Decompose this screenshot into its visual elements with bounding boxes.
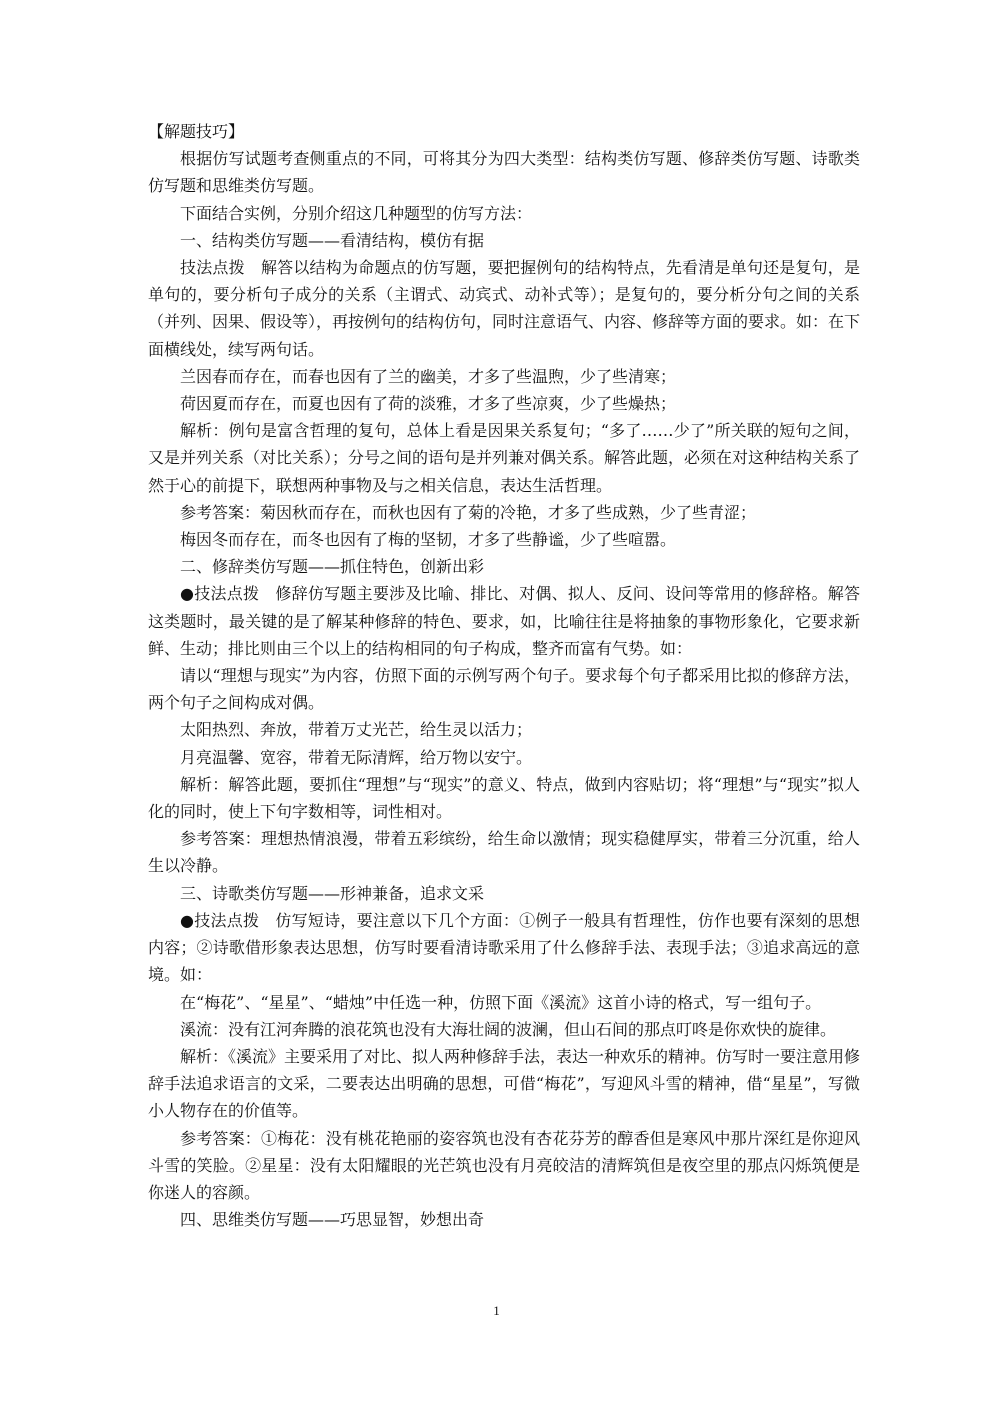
example-sentence: 荷因夏而存在，而夏也因有了荷的淡雅，才多了些凉爽，少了些燥热； xyxy=(180,394,677,414)
answer-paragraph: 参考答案：菊因秋而存在，而秋也因有了菊的冷艳，才多了些成熟，少了些青涩； xyxy=(180,502,757,522)
body-paragraph: 技法点拨 解答以结构为命题点的仿写题，要把握例句的结构特点，先看清是单句还是复句，是单句的，要分析句子成分的关系（主谓式、动宾式、动补式等）；是复句的，要分析分句之间的关系（并列、因果、假设等），再按例句的结构仿句，同时注意语气、内容、修辞等方面的要求。如：在下面横线处，续写两句话。 xyxy=(148,258,861,359)
analysis-paragraph: 解析：解答此题，要抓住“理想”与“现实”的意义、特点，做到内容贴切；将“理想”与“现实”拟人化的同时，使上下句字数相等，词性相对。 xyxy=(148,774,860,822)
example-sentence: 溪流：没有江河奔腾的浪花筑也没有大海壮阔的波澜，但山石间的那点叮咚是你欢快的旋律。 xyxy=(180,1019,837,1039)
question-paragraph: 请以“理想与现实”为内容，仿照下面的示例写两个句子。要求每个句子都采用比拟的修辞方法，两个句子之间构成对偶。 xyxy=(148,666,860,713)
intro-paragraph: 下面结合实例，分别介绍这几种题型的仿写方法： xyxy=(180,203,533,223)
example-sentence: 月亮温馨、宽容，带着无际清辉，给万物以安宁。 xyxy=(180,747,533,767)
section-heading: 【解题技巧】 xyxy=(148,122,245,141)
subsection-title: 一、结构类仿写题——看清结构，模仿有据 xyxy=(180,230,485,250)
analysis-paragraph: 解析：《溪流》主要采用了对比、拟人两种修辞手法，表达一种欢乐的精神。仿写时一要注意用修辞手法追求语言的文采，二要表达出明确的思想，可借“梅花”，写迎风斗雪的精神，借“星星”，写微小人物存在的价值等。 xyxy=(148,1046,861,1121)
answer-paragraph: 参考答案：①梅花：没有桃花艳丽的姿容筑也没有杏花芬芳的醇香但是寒风中那片深红是你迎风斗雪的笑脸。②星星：没有太阳耀眼的光芒筑也没有月亮皎洁的清辉筑但是夜空里的那点闪烁筑便是你迷人的容颜。 xyxy=(148,1128,860,1202)
subsection-title: 三、诗歌类仿写题——形神兼备，追求文采 xyxy=(180,883,485,903)
example-sentence: 兰因春而存在，而春也因有了兰的幽美，才多了些温煦，少了些清寒； xyxy=(180,366,677,386)
document-body xyxy=(148,118,860,1233)
body-paragraph: ●技法点拨 仿写短诗，要注意以下几个方面：①例子一般具有哲理性，仿作也要有深刻的思想内容；②诗歌借形象表达思想，仿写时要看清诗歌采用了什么修辞手法、表现手法；③追求高远的意境。如： xyxy=(148,910,860,985)
answer-paragraph: 梅因冬而存在，而冬也因有了梅的坚韧，才多了些静谧，少了些喧嚣。 xyxy=(180,530,677,550)
example-sentence: 太阳热烈、奔放，带着万丈光芒，给生灵以活力； xyxy=(180,720,533,740)
body-paragraph: ●技法点拨 修辞仿写题主要涉及比喻、排比、对偶、拟人、反问、设问等常用的修辞格。解答这类题时，最关键的是了解某种修辞的特色、要求，如，比喻往往是将抽象的事物形象化，它要求新鲜、生动；排比则由三个以上的结构相同的句子构成，整齐而富有气势。如： xyxy=(148,584,860,658)
subsection-title: 四、思维类仿写题——巧思显智，妙想出奇 xyxy=(180,1210,485,1230)
question-paragraph: 在“梅花”、“星星”、“蜡烛”中任选一种，仿照下面《溪流》这首小诗的格式，写一组句子。 xyxy=(180,992,822,1012)
analysis-paragraph: 解析：例句是富含哲理的复句，总体上看是因果关系复句；“多了……少了”所关联的短句之间，又是并列关系（对比关系）；分号之间的语句是并列兼对偶关系。解答此题，必须在对这种结构关系了然于心的前提下，联想两种事物及与之相关信息，表达生活哲理。 xyxy=(148,421,861,495)
intro-paragraph: 根据仿写试题考查侧重点的不同，可将其分为四大类型：结构类仿写题、修辞类仿写题、诗歌类仿写题和思维类仿写题。 xyxy=(148,149,860,196)
page-number: 1 xyxy=(493,1303,500,1318)
subsection-title: 二、修辞类仿写题——抓住特色，创新出彩 xyxy=(180,557,485,577)
answer-paragraph: 参考答案：理想热情浪漫，带着五彩缤纷，给生命以激情；现实稳健厚实，带着三分沉重，给人生以冷静。 xyxy=(148,829,860,876)
